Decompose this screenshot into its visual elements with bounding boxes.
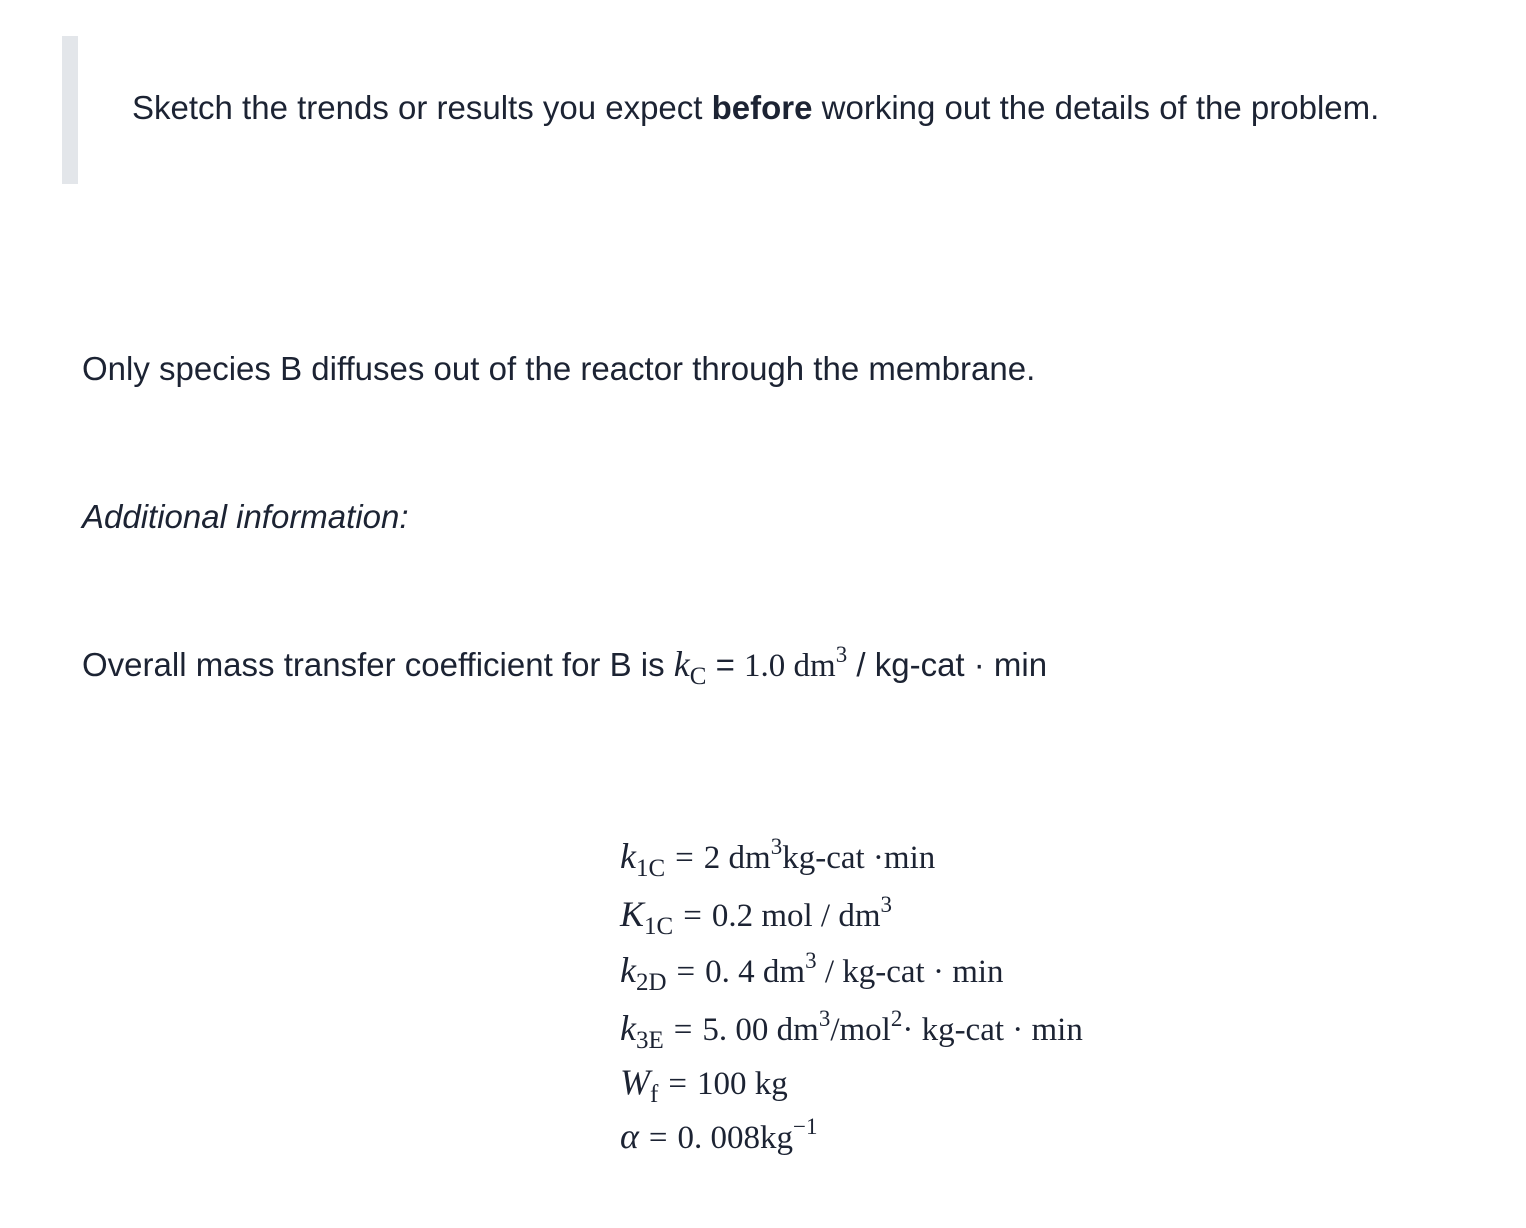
eq-symbol: W: [620, 1062, 650, 1102]
eq-rhs: 0.2 mol / dm: [711, 898, 881, 934]
equation-k1c: [620, 834, 936, 882]
eq-rhs: 100 kg: [696, 1066, 788, 1102]
mass-transfer-value: 1.0 dm: [744, 648, 836, 684]
mass-transfer-prefix: Overall mass transfer coefficient for B is: [82, 646, 674, 683]
equation-k2d: [620, 948, 1004, 996]
eq-symbol: α: [620, 1116, 639, 1156]
additional-info-heading: Additional information:: [82, 498, 409, 535]
eq-symbol: k: [620, 950, 636, 990]
eq-subscript: 1C: [635, 855, 666, 882]
eq-exponent-2: 2: [890, 1006, 903, 1031]
tip-text: [132, 88, 1379, 128]
eq-equals: =: [648, 1120, 668, 1156]
eq-subscript: f: [650, 1081, 659, 1108]
eq-rhs-unit: · kg-cat · min: [902, 1012, 1083, 1048]
blockquote-bar: [62, 36, 78, 184]
equation-K1c: [620, 892, 893, 940]
tip-blockquote: [62, 36, 1462, 184]
eq-exponent: 3: [805, 948, 817, 973]
eq-equals: =: [668, 1066, 687, 1102]
mass-transfer-subscript: C: [689, 663, 707, 690]
eq-exponent: 3: [818, 1006, 831, 1031]
mass-transfer-equals: =: [706, 646, 745, 683]
eq-exponent: 3: [880, 892, 893, 917]
eq-equals: =: [675, 840, 694, 876]
mass-transfer-exponent: 3: [835, 642, 848, 667]
eq-equals: =: [676, 954, 696, 990]
eq-rhs: 0. 008kg: [677, 1120, 794, 1156]
eq-exponent: 3: [770, 834, 783, 859]
mass-transfer-symbol: k: [673, 644, 690, 684]
eq-subscript: 1C: [644, 913, 674, 940]
eq-rhs: 2 dm: [703, 840, 771, 876]
eq-rhs-unit: kg-cat ·min: [782, 840, 936, 876]
tip-suffix: working out the details of the problem.: [812, 89, 1380, 126]
equation-alpha: [620, 1116, 818, 1158]
eq-equals: =: [673, 1012, 693, 1048]
eq-rhs: 0. 4 dm: [705, 954, 806, 990]
eq-symbol: k: [620, 836, 636, 876]
eq-rhs-mid: /mol: [830, 1012, 891, 1048]
eq-equals: =: [683, 898, 702, 934]
mass-transfer-unit: / kg-cat · min: [847, 646, 1048, 683]
equation-wf: [620, 1062, 788, 1108]
tip-prefix: Sketch the trends or results you expect: [132, 89, 712, 126]
eq-subscript: 3E: [635, 1027, 664, 1054]
equation-k3e: [620, 1006, 1083, 1054]
paragraph-diffuse: Only species B diffuses out of the reactor through the membrane.: [82, 350, 1036, 387]
eq-rhs-unit: / kg-cat · min: [816, 954, 1004, 990]
tip-bold: before: [711, 89, 813, 126]
eq-symbol: K: [620, 894, 645, 934]
eq-symbol: k: [620, 1008, 636, 1048]
mass-transfer-statement: [82, 642, 1048, 690]
eq-subscript: 2D: [635, 969, 667, 996]
eq-rhs: 5. 00 dm: [702, 1012, 819, 1048]
eq-exponent: −1: [793, 1114, 818, 1139]
